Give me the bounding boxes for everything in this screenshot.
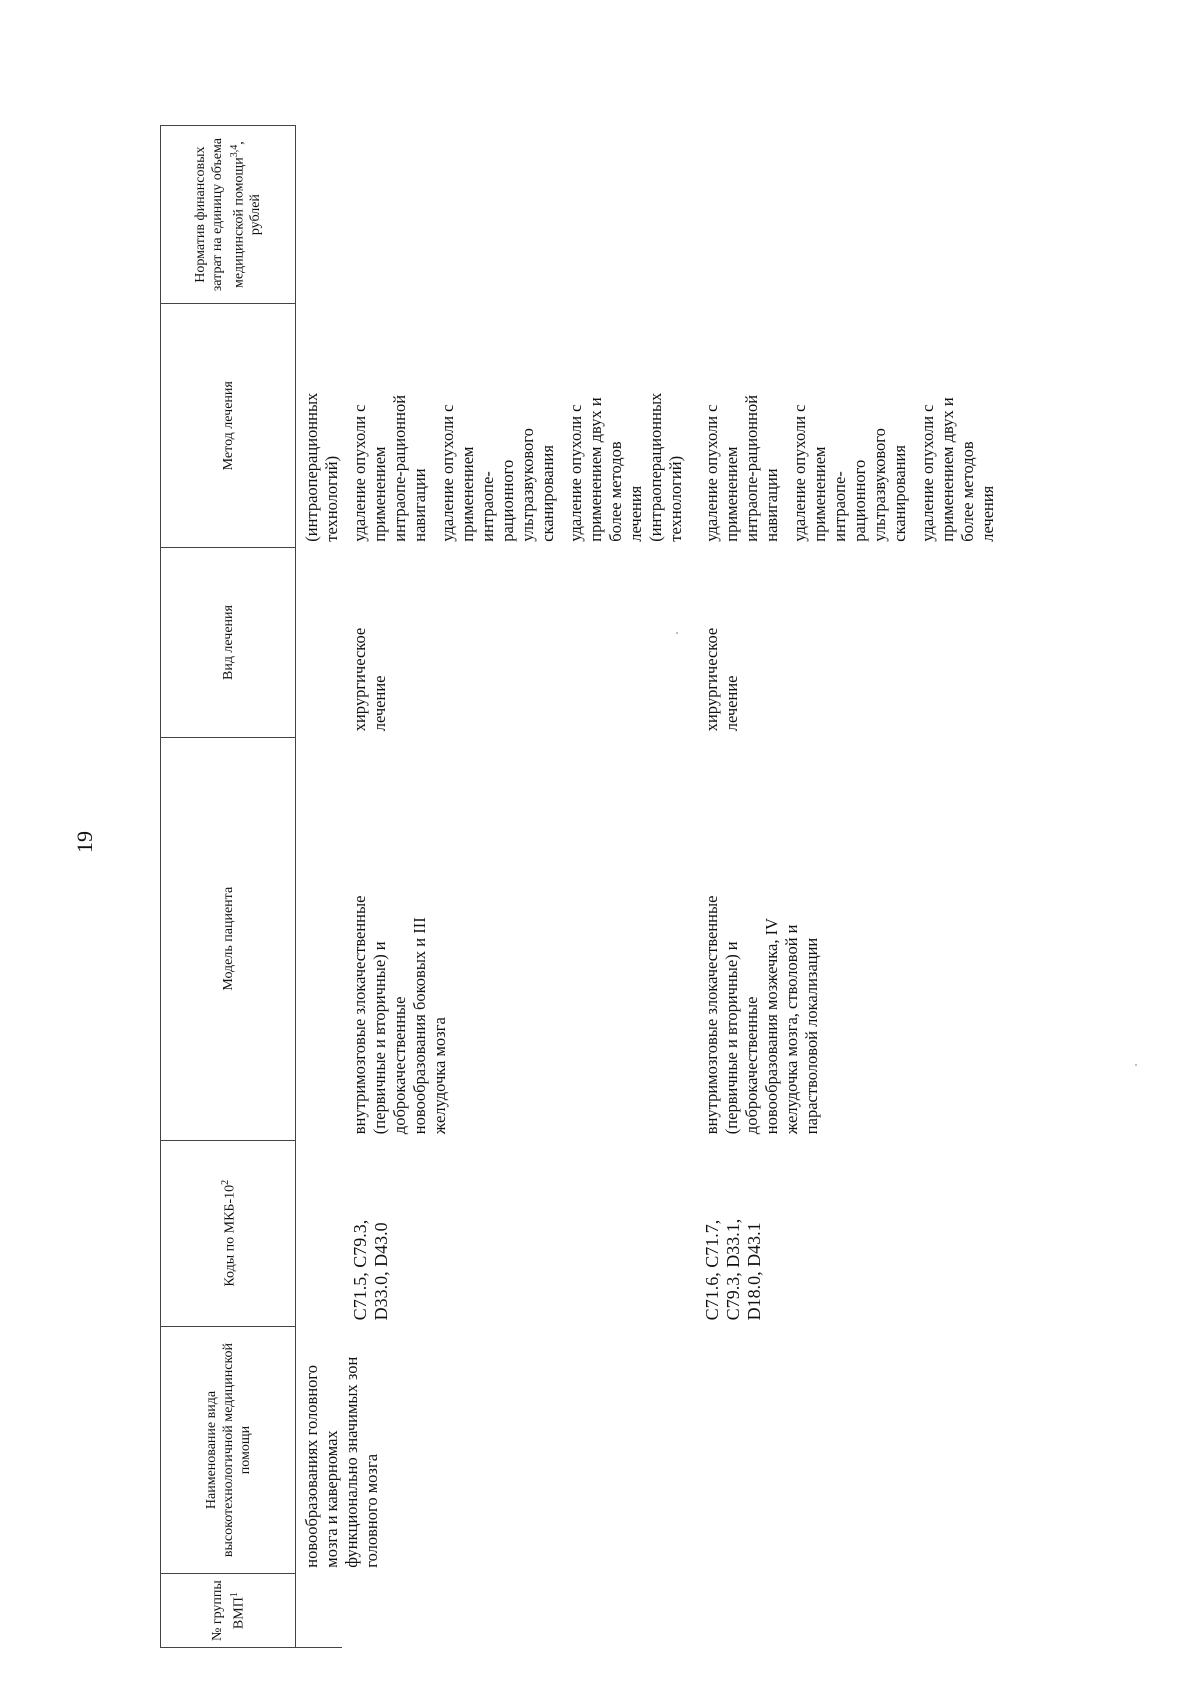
header-cost-norm: Норматив финансовых затрат на единицу объема медицинской помощи$^{3,4}$, рублей bbox=[161, 126, 296, 304]
header-icd-codes: Коды по МКБ-$10^2$ bbox=[161, 1140, 296, 1326]
vmp-table bbox=[160, 125, 1006, 1648]
methods-cell bbox=[342, 304, 694, 548]
scan-speck bbox=[1135, 1064, 1137, 1066]
methods-cell bbox=[694, 304, 1006, 548]
table-row bbox=[296, 126, 343, 1648]
method-item: удаление опухоли с применением двух и более методов лечения (интраоперационных технологий) bbox=[566, 392, 685, 542]
vmp-name-cell: новообразованиях головного мозга и каверномах функционально значимых зон головного мозга bbox=[302, 1356, 381, 1568]
treatment-type-cell: хирургическое лечение bbox=[702, 627, 741, 732]
header-treatment-type: Вид лечения bbox=[161, 548, 296, 738]
method-item: удаление опухоли с применением интраопе-рационного ультразвукового сканирования bbox=[438, 404, 557, 542]
page-number: 19 bbox=[72, 831, 97, 853]
method-item: удаление опухоли с применением интраопе-рационного ультразвукового сканирования bbox=[790, 404, 909, 542]
method-continuation: (интраоперационных технологий) bbox=[302, 392, 341, 542]
icd-codes-cell: C71.6, C71.7, C79.3, D33.1, D18.0, D43.1 bbox=[702, 1218, 764, 1321]
method-item: удаление опухоли с применением двух и более методов лечения bbox=[918, 397, 997, 542]
method-item: удаление опухоли с применением интраопе-рационной навигации bbox=[702, 394, 781, 542]
scan-speck bbox=[676, 632, 678, 634]
icd-codes-cell: C71.5, C79.3, D33.0, D43.0 bbox=[350, 1219, 391, 1321]
header-vmp-name: Наименование вида высокотехнологичной медицинской помощи bbox=[161, 1326, 296, 1573]
header-patient-model: Модель пациента bbox=[161, 737, 296, 1140]
treatment-type-cell: хирургическое лечение bbox=[350, 627, 389, 732]
header-treatment-method: Метод лечения bbox=[161, 304, 296, 548]
patient-model-cell: внутримозговые злокачественные (первичные и вторичные) и доброкачественные новообразования мозжечка, IV желудочка мозга, стволовой и парастволовой локализации bbox=[702, 895, 821, 1135]
group-no-cell bbox=[296, 1574, 343, 1648]
table-header-row bbox=[161, 126, 296, 1648]
method-item: удаление опухоли с применением интраопе-рационной навигации bbox=[350, 394, 429, 542]
patient-model-cell: внутримозговые злокачественные (первичные и вторичные) и доброкачественные новообразования боковых и III желудочка мозга bbox=[350, 895, 449, 1135]
header-group-no: № группы ВМП$^1$ bbox=[161, 1574, 296, 1648]
